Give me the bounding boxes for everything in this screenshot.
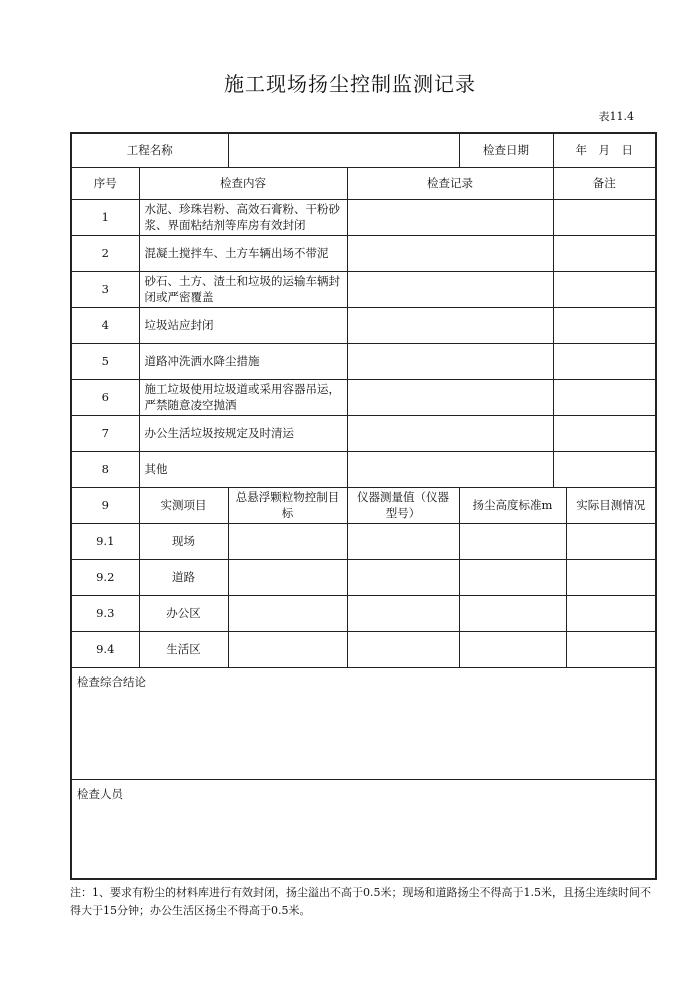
item-record-field[interactable] <box>347 235 553 271</box>
item-remark-field[interactable] <box>553 343 656 379</box>
inspector-label: 检查人员 <box>77 786 123 801</box>
measure-instrument-label: 仪器测量值（仪器型号） <box>347 487 459 523</box>
item-remark-field[interactable] <box>553 307 656 343</box>
col-header-record: 检查记录 <box>347 167 553 199</box>
item-no: 6 <box>71 379 139 415</box>
item-remark-field[interactable] <box>553 379 656 415</box>
item-remark-field[interactable] <box>553 271 656 307</box>
measure-row <box>71 631 656 667</box>
measure-row-no: 9.1 <box>71 523 139 559</box>
col-header-remark: 备注 <box>553 167 656 199</box>
col-header-content: 检查内容 <box>139 167 347 199</box>
item-record-field[interactable] <box>347 343 553 379</box>
table-row <box>71 235 656 271</box>
measure-row <box>71 523 656 559</box>
item-no: 2 <box>71 235 139 271</box>
item-content: 道路冲洗洒水降尘措施 <box>139 343 347 379</box>
item-record-field[interactable] <box>347 307 553 343</box>
measure-row-name: 生活区 <box>139 631 228 667</box>
measure-row-name: 现场 <box>139 523 228 559</box>
form-number: 表11.4 <box>598 110 634 123</box>
measure-item-label: 实测项目 <box>139 487 228 523</box>
item-record-field[interactable] <box>347 451 553 487</box>
measure-target-field[interactable] <box>228 631 347 667</box>
measure-visual-label: 实际目测情况 <box>566 487 656 523</box>
measure-visual-field[interactable] <box>566 559 656 595</box>
measure-height-field[interactable] <box>459 523 566 559</box>
table-row <box>71 307 656 343</box>
measure-row-name: 办公区 <box>139 595 228 631</box>
inspection-date-label: 检查日期 <box>459 133 553 167</box>
measure-visual-field[interactable] <box>566 595 656 631</box>
measure-row-name: 道路 <box>139 559 228 595</box>
table-row <box>71 379 656 415</box>
inspector-row <box>71 779 656 879</box>
column-header-row <box>71 167 656 199</box>
table-row <box>71 271 656 307</box>
item-record-field[interactable] <box>347 199 553 235</box>
measure-visual-field[interactable] <box>566 523 656 559</box>
conclusion-row <box>71 667 656 779</box>
measure-instrument-field[interactable] <box>347 595 459 631</box>
item-record-field[interactable] <box>347 415 553 451</box>
conclusion-label: 检查综合结论 <box>77 674 146 689</box>
measure-target-field[interactable] <box>228 559 347 595</box>
item-content: 砂石、土方、渣土和垃圾的运输车辆封闭或严密覆盖 <box>139 271 347 307</box>
item-content: 办公生活垃圾按规定及时清运 <box>139 415 347 451</box>
item-content: 水泥、珍珠岩粉、高效石膏粉、干粉砂浆、界面粘结剂等库房有效封闭 <box>139 199 347 235</box>
measure-height-field[interactable] <box>459 559 566 595</box>
item-remark-field[interactable] <box>553 235 656 271</box>
measure-target-field[interactable] <box>228 595 347 631</box>
item-content: 施工垃圾使用垃圾道或采用容器吊运，严禁随意凌空抛洒 <box>139 379 347 415</box>
item-remark-field[interactable] <box>553 415 656 451</box>
item-content: 混凝土搅拌车、土方车辆出场不带泥 <box>139 235 347 271</box>
measure-no: 9 <box>71 487 139 523</box>
item-no: 8 <box>71 451 139 487</box>
measure-visual-field[interactable] <box>566 631 656 667</box>
table-row <box>71 415 656 451</box>
item-no: 3 <box>71 271 139 307</box>
project-name-label: 工程名称 <box>71 133 228 167</box>
project-name-field[interactable] <box>228 133 459 167</box>
item-remark-field[interactable] <box>553 451 656 487</box>
conclusion-field[interactable] <box>71 667 656 779</box>
measure-instrument-field[interactable] <box>347 559 459 595</box>
measure-instrument-field[interactable] <box>347 523 459 559</box>
page-title: 施工现场扬尘控制监测记录 <box>224 72 476 96</box>
measure-row <box>71 559 656 595</box>
item-no: 4 <box>71 307 139 343</box>
inspection-date-field[interactable]: 年 月 日 <box>553 133 656 167</box>
measure-height-field[interactable] <box>459 595 566 631</box>
measure-header-row <box>71 487 656 523</box>
item-content: 垃圾站应封闭 <box>139 307 347 343</box>
measure-instrument-field[interactable] <box>347 631 459 667</box>
table-row <box>71 343 656 379</box>
item-no: 7 <box>71 415 139 451</box>
inspector-field[interactable] <box>71 779 656 879</box>
table-row <box>71 451 656 487</box>
footnote: 注：1、要求有粉尘的材料库进行有效封闭，扬尘溢出不高于0.5米；现场和道路扬尘不得高于1.5米，且扬尘连续时间不得大于15分钟；办公生活区扬尘不得高于0.5米。 <box>70 886 651 917</box>
header-row <box>71 133 656 167</box>
item-remark-field[interactable] <box>553 199 656 235</box>
measure-row-no: 9.4 <box>71 631 139 667</box>
col-header-no: 序号 <box>71 167 139 199</box>
measure-row-no: 9.3 <box>71 595 139 631</box>
measure-height-field[interactable] <box>459 631 566 667</box>
item-no: 5 <box>71 343 139 379</box>
item-record-field[interactable] <box>347 379 553 415</box>
item-no: 1 <box>71 199 139 235</box>
measure-target-field[interactable] <box>228 523 347 559</box>
measure-height-label: 扬尘高度标准m <box>459 487 566 523</box>
inspection-table <box>70 132 657 880</box>
item-content: 其他 <box>139 451 347 487</box>
table-row <box>71 199 656 235</box>
measure-row-no: 9.2 <box>71 559 139 595</box>
measure-row <box>71 595 656 631</box>
measure-target-label: 总悬浮颗粒物控制目标 <box>228 487 347 523</box>
item-record-field[interactable] <box>347 271 553 307</box>
